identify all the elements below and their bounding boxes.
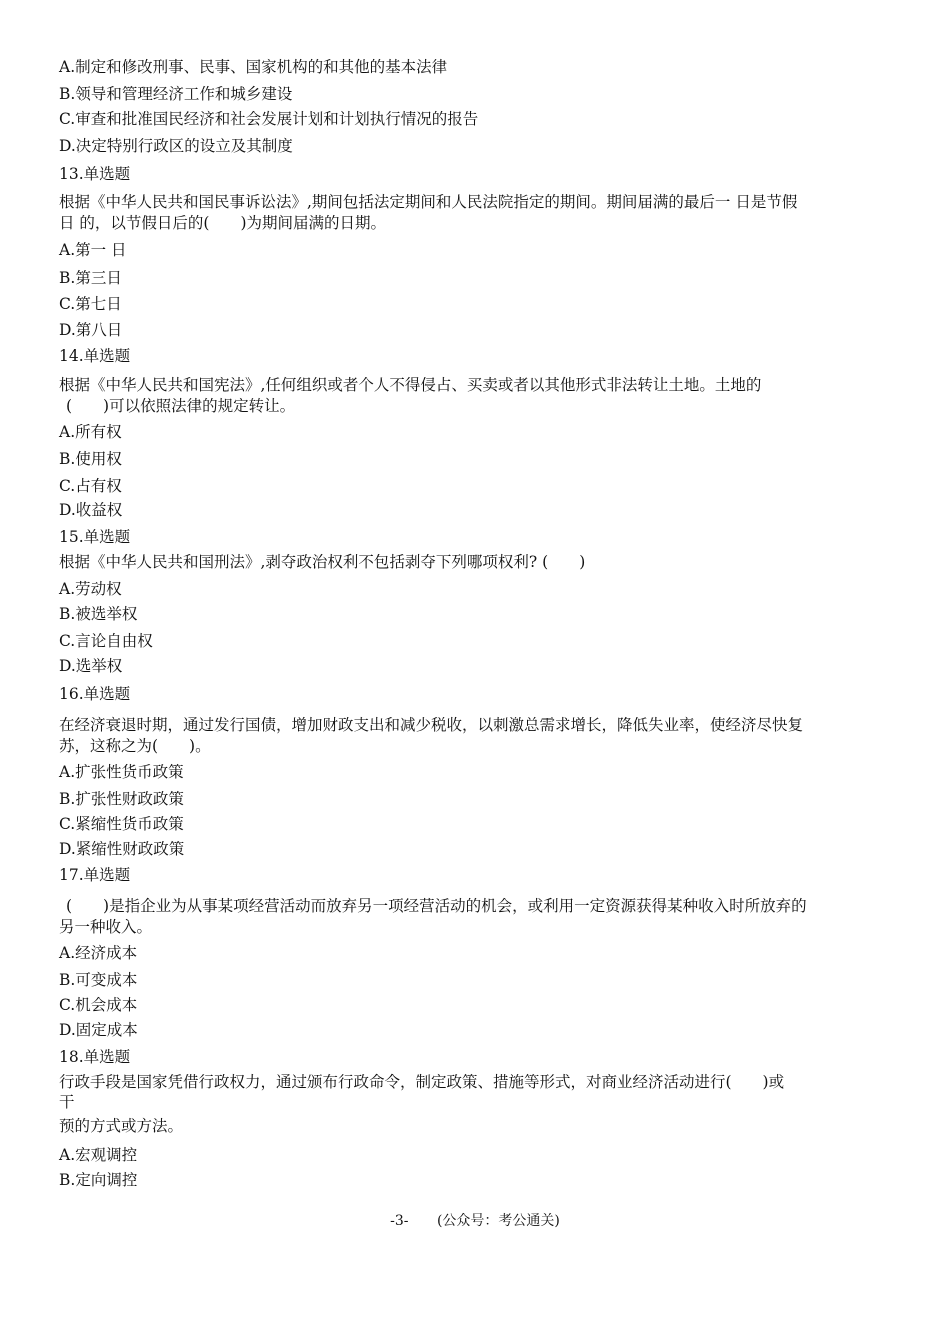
question-stem: 日 的，以节假日后的( )为期间届满的日期。 bbox=[59, 214, 387, 232]
question-header: 15.单选题 bbox=[59, 528, 131, 546]
option-c: C.言论自由权 bbox=[59, 632, 153, 650]
option-a: A.第一 日 bbox=[59, 241, 127, 259]
option-d: D.决定特别行政区的设立及其制度 bbox=[59, 137, 293, 155]
option-d: D.固定成本 bbox=[59, 1021, 138, 1039]
option-c: C.第七日 bbox=[59, 295, 122, 313]
option-b: B.第三日 bbox=[59, 269, 122, 287]
question-stem: ( )可以依照法律的规定转让。 bbox=[66, 397, 296, 415]
question-stem: 在经济衰退时期，通过发行国债，增加财政支出和减少税收，以刺激总需求增长，降低失业率，使经济尽快复 bbox=[59, 716, 804, 734]
question-header: 18.单选题 bbox=[59, 1048, 131, 1066]
option-a: A.宏观调控 bbox=[59, 1146, 138, 1164]
option-a: A.经济成本 bbox=[59, 944, 138, 962]
option-d: D.收益权 bbox=[59, 501, 123, 519]
option-b: B.被选举权 bbox=[59, 605, 138, 623]
question-stem: 根据《中华人民共和国民事诉讼法》,期间包括法定期间和人民法院指定的期间。期间届满的最后一 日是节假 bbox=[59, 193, 798, 211]
option-c: C.紧缩性货币政策 bbox=[59, 815, 184, 833]
question-stem: 苏，这称之为( )。 bbox=[59, 737, 211, 755]
option-a: A.劳动权 bbox=[59, 580, 122, 598]
question-stem: 另一种收入。 bbox=[59, 918, 153, 936]
question-header: 14.单选题 bbox=[59, 347, 131, 365]
option-b: B.定向调控 bbox=[59, 1171, 138, 1189]
option-d: D.第八日 bbox=[59, 321, 123, 339]
option-d: D.选举权 bbox=[59, 657, 123, 675]
option-a: A.扩张性货币政策 bbox=[59, 763, 184, 781]
footer-source: (公众号：考公通关) bbox=[436, 1213, 560, 1229]
question-stem: 根据《中华人民共和国刑法》,剥夺政治权利不包括剥夺下列哪项权利? ( ) bbox=[59, 553, 586, 571]
question-stem: 干 bbox=[59, 1093, 75, 1111]
option-a: A.所有权 bbox=[59, 423, 122, 441]
question-stem: 根据《中华人民共和国宪法》,任何组织或者个人不得侵占、买卖或者以其他形式非法转让土地。土地的 bbox=[59, 376, 762, 394]
option-b: B.使用权 bbox=[59, 450, 122, 468]
option-a: A.制定和修改刑事、民事、国家机构的和其他的基本法律 bbox=[59, 58, 448, 76]
question-header: 13.单选题 bbox=[59, 165, 131, 183]
page-footer bbox=[0, 1211, 950, 1231]
option-b: B.可变成本 bbox=[59, 971, 138, 989]
question-header: 17.单选题 bbox=[59, 866, 131, 884]
option-c: C.机会成本 bbox=[59, 996, 138, 1014]
question-header: 16.单选题 bbox=[59, 685, 131, 703]
option-c: C.审查和批准国民经济和社会发展计划和计划执行情况的报告 bbox=[59, 110, 479, 128]
option-c: C.占有权 bbox=[59, 477, 122, 495]
page-number: -3- bbox=[390, 1213, 409, 1229]
option-d: D.紧缩性财政政策 bbox=[59, 840, 185, 858]
question-stem: 行政手段是国家凭借行政权力，通过颁布行政命令，制定政策、措施等形式，对商业经济活动进行( )或 bbox=[59, 1073, 785, 1091]
option-b: B.扩张性财政政策 bbox=[59, 790, 184, 808]
question-stem: ( )是指企业为从事某项经营活动而放弃另一项经营活动的机会，或利用一定资源获得某种收入时所放弃的 bbox=[66, 897, 807, 915]
question-stem: 预的方式或方法。 bbox=[59, 1117, 184, 1135]
option-b: B.领导和管理经济工作和城乡建设 bbox=[59, 85, 293, 103]
